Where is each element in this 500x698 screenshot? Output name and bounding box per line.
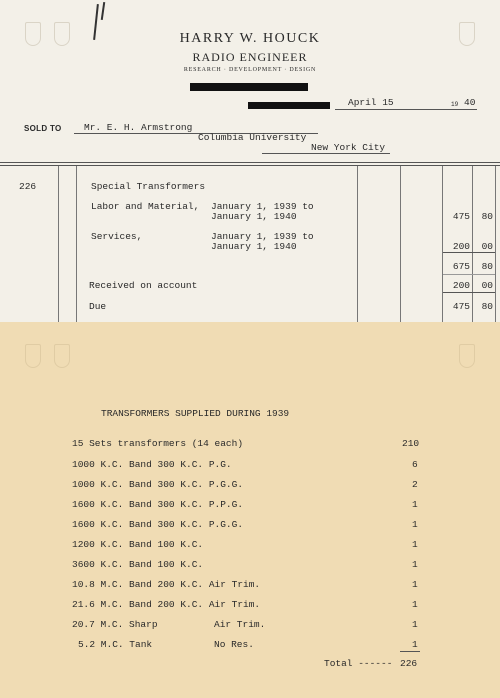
- item-qty: 2: [412, 479, 418, 490]
- subtotal-rule: [443, 252, 495, 253]
- total-label: Total ------: [324, 658, 393, 669]
- line-description: Labor and Material,: [91, 201, 200, 212]
- sets-count: 210: [402, 438, 420, 449]
- line-dollars: 475: [452, 211, 470, 222]
- line-period-start: January 1, 1939 to: [211, 231, 314, 242]
- customer-city: New York City: [311, 142, 386, 153]
- column-divider: [495, 166, 496, 322]
- item-spec: 1000 K.C. Band 300 K.C. P.G.: [72, 459, 232, 470]
- invoice-number: 226: [19, 181, 37, 192]
- subtotal-cents: 80: [481, 261, 493, 272]
- letterhead-title: RADIO ENGINEER: [192, 50, 308, 64]
- line-cents: 80: [481, 211, 493, 222]
- item-spec: 5.2 M.C. Tank: [78, 639, 153, 650]
- date-rule: [335, 109, 477, 110]
- table-top-rule: [0, 162, 500, 163]
- line-dollars: 200: [452, 241, 470, 252]
- column-divider: [442, 166, 443, 322]
- item-qty: 1: [412, 619, 418, 630]
- sets-line: 15 Sets transformers (14 each): [72, 438, 244, 449]
- table-top-rule: [0, 165, 500, 166]
- line-description: Services,: [91, 231, 143, 242]
- customer-org: Columbia University: [198, 132, 307, 143]
- line-period-end: January 1, 1940: [211, 211, 297, 222]
- letterhead-tagline: RESEARCH · DEVELOPMENT · DESIGN: [183, 67, 317, 73]
- line-cents: 00: [481, 241, 493, 252]
- item-qty: 1: [412, 539, 418, 550]
- address-rule: [262, 153, 390, 154]
- received-cents: 00: [481, 280, 493, 291]
- item-spec: 20.7 M.C. Sharp: [72, 619, 158, 630]
- list-heading: TRANSFORMERS SUPPLIED DURING 1939: [101, 408, 290, 419]
- item-qty: 1: [412, 519, 418, 530]
- column-divider: [76, 166, 77, 322]
- item-qty: 1: [412, 599, 418, 610]
- item-qty: 1: [412, 639, 418, 650]
- due-cents: 80: [481, 301, 493, 312]
- letterhead-name: HARRY W. HOUCK: [179, 31, 321, 46]
- item-qty: 6: [412, 459, 418, 470]
- redaction-bar: [190, 83, 308, 91]
- column-divider: [400, 166, 401, 322]
- invoice-date: April 15: [348, 97, 394, 108]
- transformer-list-sheet: [0, 322, 500, 698]
- column-divider: [58, 166, 59, 322]
- punch-hole-mark: [25, 344, 41, 368]
- item-qty: 1: [412, 579, 418, 590]
- item-spec: 1000 K.C. Band 300 K.C. P.G.G.: [72, 479, 244, 490]
- total-rule: [400, 651, 420, 652]
- due-rule: [443, 292, 495, 293]
- item-note: Air Trim.: [214, 619, 266, 630]
- line-period-end: January 1, 1940: [211, 241, 297, 252]
- received-label: Received on account: [89, 280, 198, 291]
- invoice-sheet: [0, 0, 500, 322]
- item-spec: 3600 K.C. Band 100 K.C.: [72, 559, 204, 570]
- invoice-year-prefix: 19: [451, 101, 459, 108]
- item-spec: 21.6 M.C. Band 200 K.C. Air Trim.: [72, 599, 261, 610]
- pen-mark: [101, 2, 105, 20]
- due-dollars: 475: [452, 301, 470, 312]
- item-qty: 1: [412, 559, 418, 570]
- subtotal-rule: [443, 274, 495, 275]
- item-spec: 1600 K.C. Band 300 K.C. P.P.G.: [72, 499, 244, 510]
- item-spec: 1600 K.C. Band 300 K.C. P.G.G.: [72, 519, 244, 530]
- item-spec: 1200 K.C. Band 100 K.C.: [72, 539, 204, 550]
- sold-to-label: SOLD TO: [24, 124, 62, 133]
- item-qty: 1: [412, 499, 418, 510]
- punch-hole-mark: [54, 344, 70, 368]
- line-period-start: January 1, 1939 to: [211, 201, 314, 212]
- item-spec: 10.8 M.C. Band 200 K.C. Air Trim.: [72, 579, 261, 590]
- column-divider: [472, 166, 473, 322]
- due-label: Due: [89, 301, 107, 312]
- punch-hole-mark: [459, 344, 475, 368]
- received-dollars: 200: [452, 280, 470, 291]
- item-note: No Res.: [214, 639, 254, 650]
- redaction-bar: [248, 102, 330, 109]
- customer-name: Mr. E. H. Armstrong: [84, 122, 193, 133]
- invoice-year: 40: [464, 97, 476, 108]
- column-divider: [357, 166, 358, 322]
- subtotal-dollars: 675: [452, 261, 470, 272]
- item-title: Special Transformers: [91, 181, 206, 192]
- total-value: 226: [400, 658, 418, 669]
